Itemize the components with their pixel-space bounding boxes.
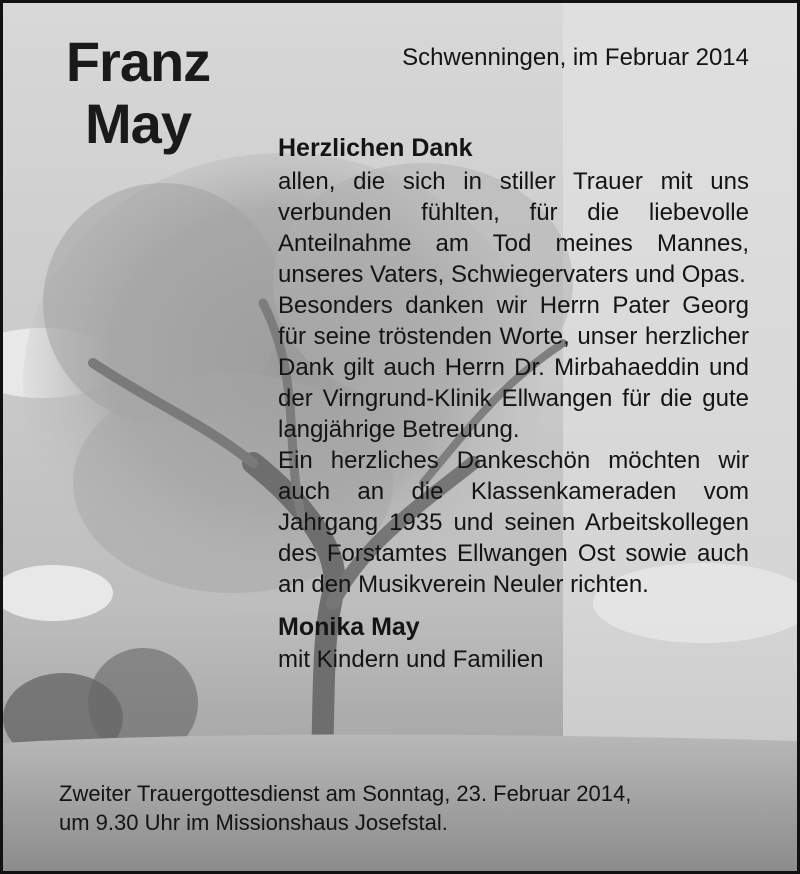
memorial-service-note	[59, 779, 749, 837]
footer-line: um 9.30 Uhr im Missionshaus Josefstal.	[59, 810, 448, 835]
footer-line: Zweiter Trauergottesdienst am Sonntag, 23. Februar 2014,	[59, 781, 632, 806]
thanks-paragraph: allen, die sich in stiller Trauer mit uns verbunden fühlten, für die liebevolle Anteilnahme am Tod meines Mannes, unseres Vaters, Schwiegervaters und Opas.	[278, 168, 749, 288]
deceased-first-name: Franz	[65, 30, 211, 93]
deceased-last-name: May	[85, 92, 191, 155]
notice-body	[278, 130, 749, 675]
thanks-paragraph: Besonders danken wir Herrn Pater Georg für seine tröstenden Worte, unser herzlicher Dank gilt auch Herrn Dr. Mirbahaeddin und der Virngrund-Klinik Ellwangen für die gute langjährige Betreuung.	[278, 292, 749, 443]
place-and-date: Schwenningen, im Februar 2014	[402, 44, 749, 71]
signer-name: Monika May	[278, 613, 420, 641]
signer-family: mit Kindern und Familien	[278, 646, 544, 673]
thanks-paragraph: Ein herzliches Dankeschön möchten wir auch an die Klassenkameraden vom Jahrgang 1935 und seinen Arbeitskollegen des Forstamtes Ellwangen Ost sowie auch an den Musikverein Neuler richten.	[278, 447, 749, 598]
thanks-heading: Herzlichen Dank	[278, 134, 473, 162]
